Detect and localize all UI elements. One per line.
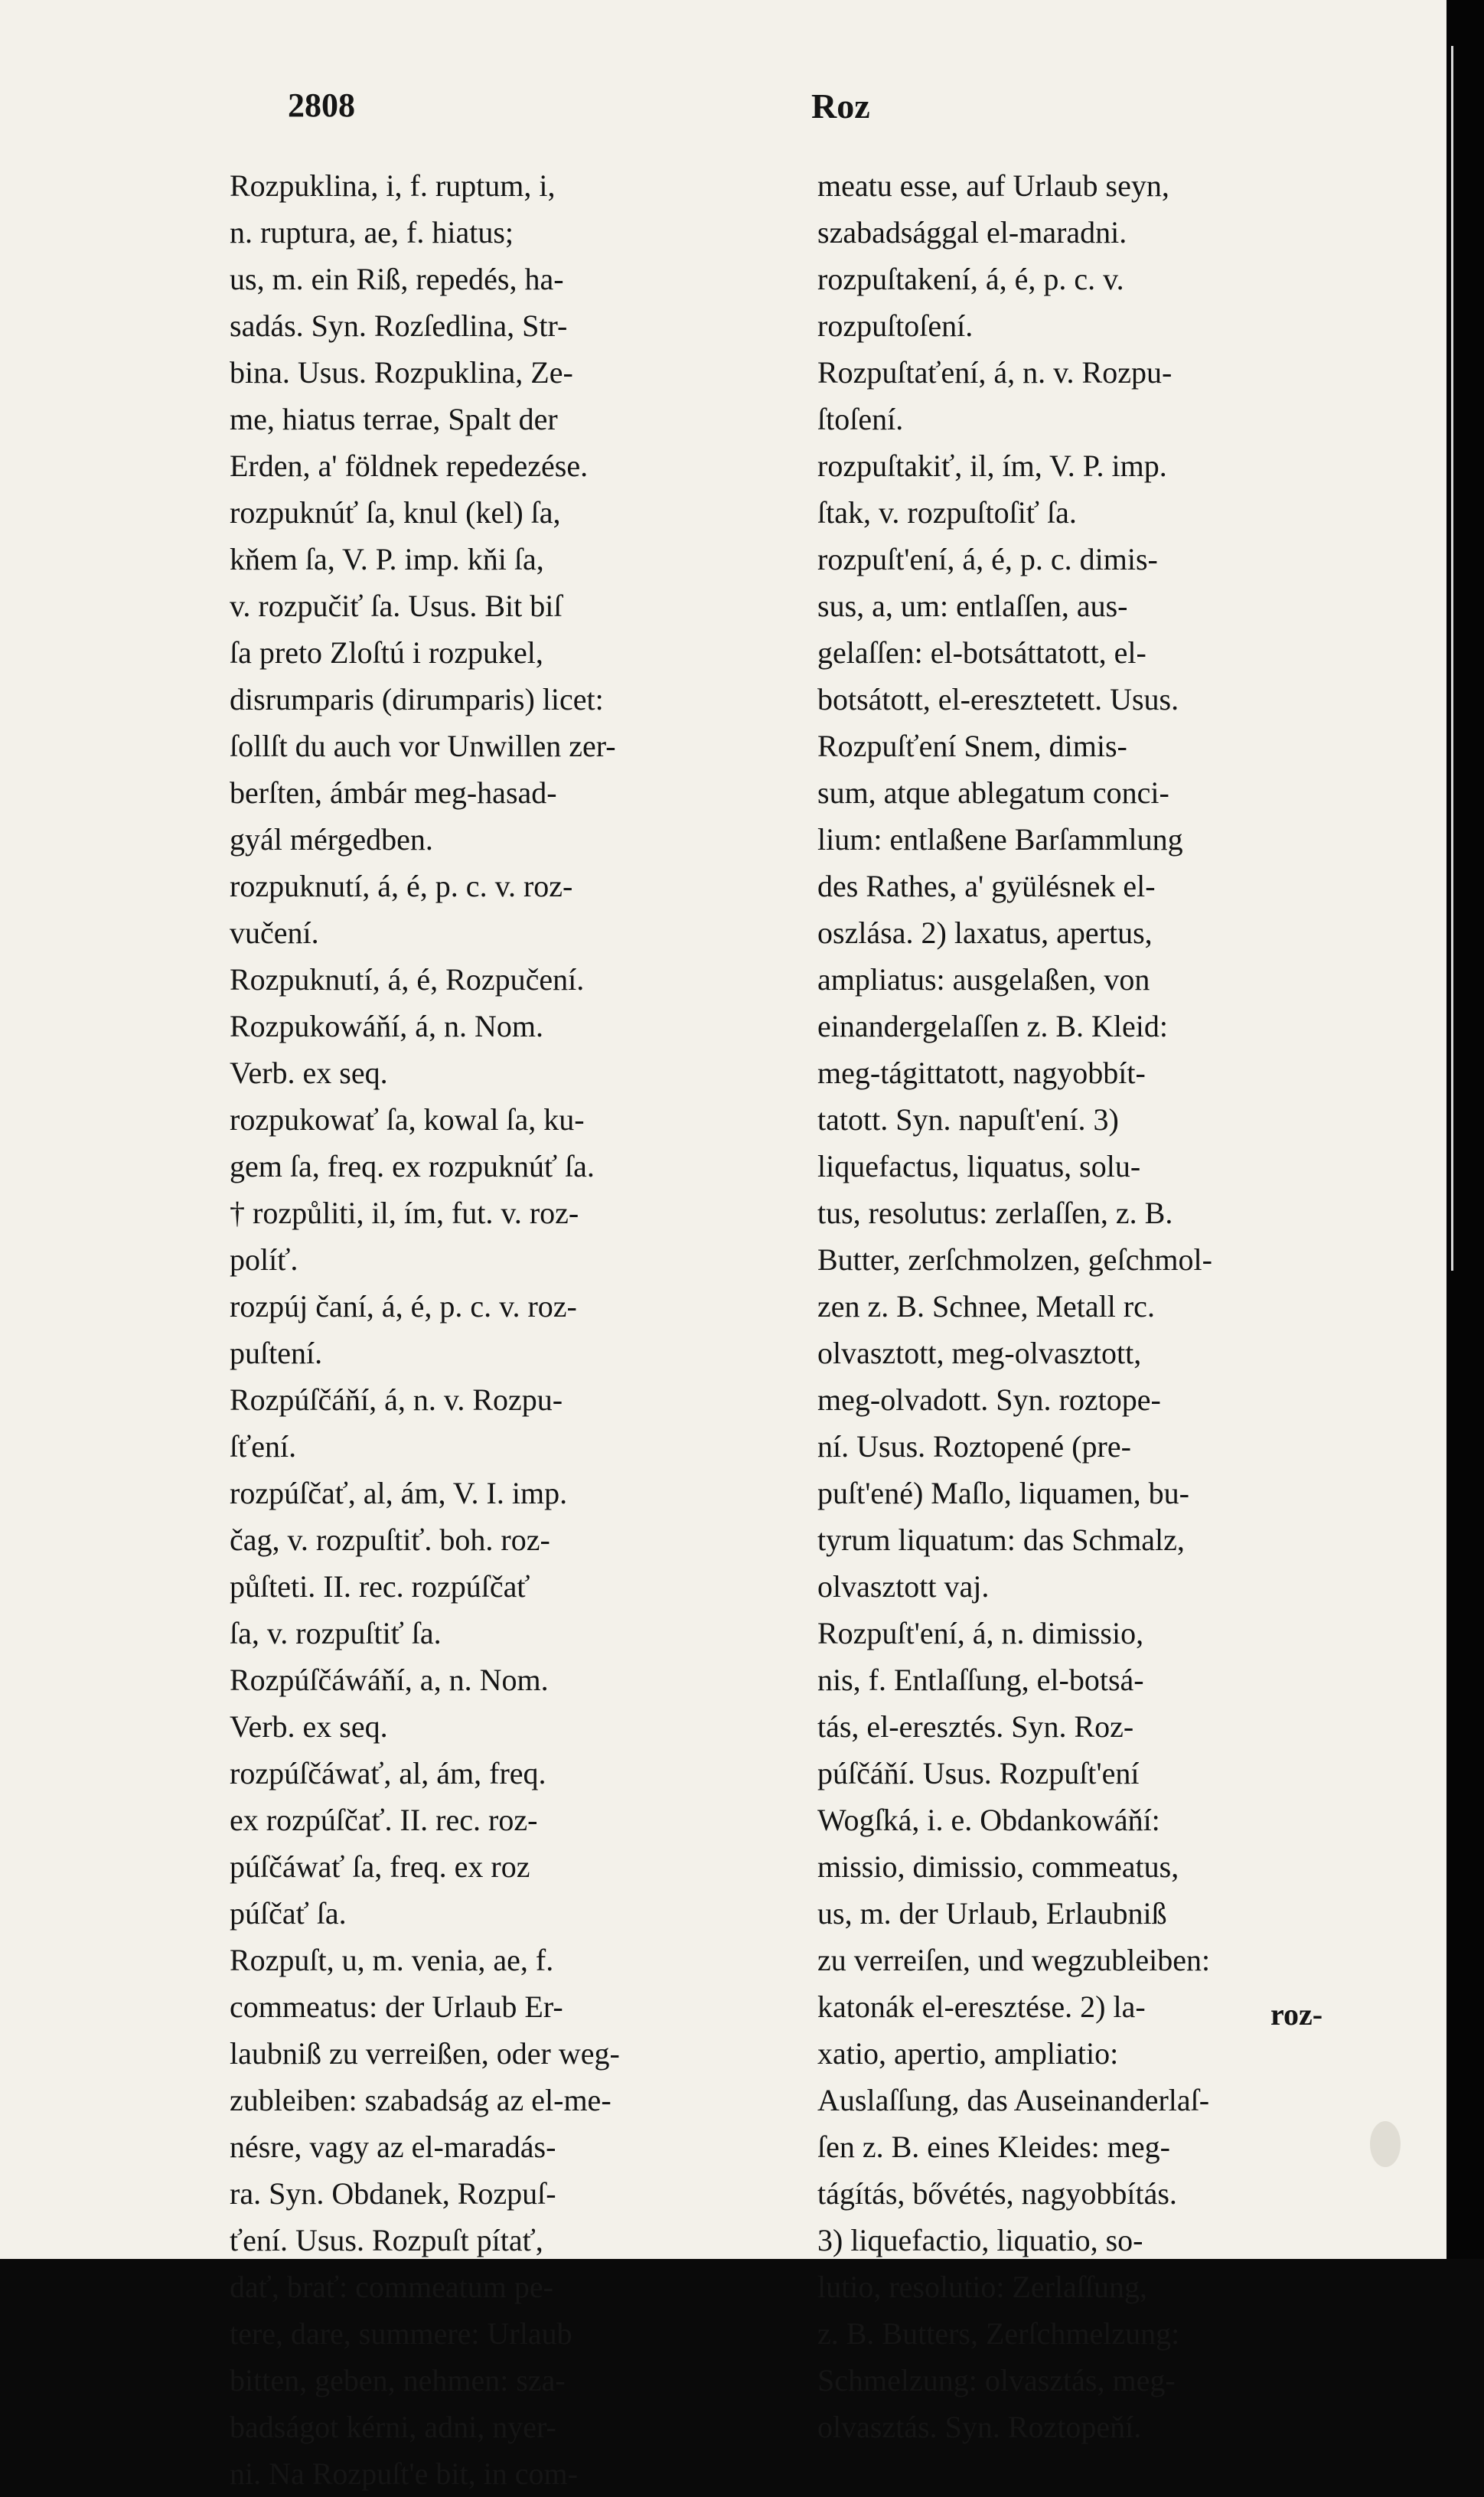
text-line: v. rozpučiť ſa. Usus. Bit biſ: [230, 589, 563, 623]
text-line: commeatus: der Urlaub Er-: [230, 1989, 563, 2024]
text-line: vučení.: [230, 916, 319, 950]
text-line: 3) liquefactio, liquatio, so-: [817, 2223, 1143, 2257]
text-line: olvasztott vaj.: [817, 1569, 990, 1604]
text-line: laubniß zu verreißen, oder weg-: [230, 2036, 620, 2071]
text-line: Rozpuſt, u, m. venia, ae, f.: [230, 1943, 554, 1977]
text-line: einandergelaſſen z. B. Kleid:: [817, 1009, 1168, 1043]
text-line: rozpukowať ſa, kowal ſa, ku-: [230, 1102, 585, 1137]
text-line: ſtoſení.: [817, 402, 904, 436]
text-line: kňem ſa, V. P. imp. kňi ſa,: [230, 542, 544, 576]
text-line: olvasztott, meg-olvasztott,: [817, 1336, 1142, 1370]
text-line: us, m. der Urlaub, Erlaubniß: [817, 1896, 1167, 1931]
text-line: Rozpúſčáwáňí, a, n. Nom.: [230, 1663, 549, 1697]
text-line: rozpúj čaní, á, é, p. c. v. roz-: [230, 1289, 577, 1324]
text-line: gyál mérgedben.: [230, 822, 433, 857]
text-line: políť.: [230, 1242, 298, 1277]
text-line: tás, el-eresztés. Syn. Roz-: [817, 1709, 1134, 1744]
text-line: sum, atque ablegatum conci-: [817, 775, 1169, 810]
text-line: tágítás, bővétés, nagyobbítás.: [817, 2176, 1177, 2211]
text-line: zu verreiſen, und wegzubleiben:: [817, 1943, 1211, 1977]
text-line: missio, dimissio, commeatus,: [817, 1849, 1179, 1884]
text-line: z. B. Butters, Zerſchmelzung:: [817, 2316, 1180, 2351]
text-line: xatio, apertio, ampliatio:: [817, 2036, 1119, 2071]
text-line: ampliatus: ausgelaßen, von: [817, 962, 1150, 997]
text-line: badságot kérni, adni, nyer-: [230, 2410, 556, 2444]
text-line: Rozpuſťení Snem, dimis-: [817, 729, 1127, 763]
text-line: zen z. B. Schnee, Metall rc.: [817, 1289, 1155, 1324]
text-line: me, hiatus terrae, Spalt der: [230, 402, 558, 436]
text-line: rozpuſtakiť, il, ím, V. P. imp.: [817, 449, 1167, 483]
text-line: rozpuſtakení, á, é, p. c. v.: [817, 262, 1124, 296]
text-line: Rozpuknutí, á, é, Rozpučení.: [230, 962, 585, 997]
text-line: tatott. Syn. napuſt'ení. 3): [817, 1102, 1119, 1137]
text-line: sus, a, um: entlaſſen, aus-: [817, 589, 1128, 623]
text-line: Verb. ex seq.: [230, 1709, 388, 1744]
text-line: Rozpuſt'ení, á, n. dimissio,: [817, 1616, 1144, 1650]
text-line: rozpúſčať, al, ám, V. I. imp.: [230, 1476, 568, 1510]
text-line: zubleiben: szabadság az el-me-: [230, 2083, 612, 2117]
page-number: 2808: [288, 86, 355, 124]
text-line: Rozpuklina, i, f. ruptum, i,: [230, 168, 556, 203]
text-line: ſa, v. rozpuſtiť ſa.: [230, 1616, 442, 1650]
text-line: † rozpůliti, il, ím, fut. v. roz-: [230, 1196, 579, 1230]
text-line: Auslaſſung, das Auseinanderlaſ-: [817, 2083, 1210, 2117]
running-head: Roz: [811, 86, 870, 126]
text-line: nésre, vagy az el-maradás-: [230, 2130, 556, 2164]
text-line: meg-tágittatott, nagyobbít-: [817, 1056, 1146, 1090]
text-line: ex rozpúſčať. II. rec. roz-: [230, 1803, 538, 1837]
text-line: ra. Syn. Obdanek, Rozpuſ-: [230, 2176, 556, 2211]
text-line: sadás. Syn. Rozſedlina, Str-: [230, 308, 568, 343]
text-line: půſteti. II. rec. rozpúſčať: [230, 1569, 530, 1604]
text-line: ní. Usus. Roztopené (pre-: [817, 1429, 1131, 1464]
text-line: disrumparis (dirumparis) licet:: [230, 682, 604, 716]
text-line: Wogſká, i. e. Obdankowáňí:: [817, 1803, 1160, 1837]
text-line: n. ruptura, ae, f. hiatus;: [230, 215, 514, 250]
right-column: [817, 162, 1399, 2450]
text-line: púſčáňí. Usus. Rozpuſt'ení: [817, 1756, 1140, 1790]
text-line: púſčáwať ſa, freq. ex roz: [230, 1849, 530, 1884]
scan-edge-bar: [1446, 0, 1484, 2259]
text-line: liquefactus, liquatus, solu-: [817, 1149, 1141, 1183]
text-line: katonák el-eresztése. 2) la-: [817, 1989, 1146, 2024]
text-line: rozpuknutí, á, é, p. c. v. roz-: [230, 869, 573, 903]
text-line: lutio, resolutio: Zerlaſſung,: [817, 2270, 1148, 2304]
text-line: Verb. ex seq.: [230, 1056, 388, 1090]
left-column: [230, 162, 819, 2497]
text-line: bina. Usus. Rozpuklina, Ze-: [230, 355, 573, 390]
text-line: čag, v. rozpuſtiť. boh. roz-: [230, 1523, 550, 1557]
text-line: púſčať ſa.: [230, 1896, 347, 1931]
text-line: Rozpuſtaťení, á, n. v. Rozpu-: [817, 355, 1173, 390]
text-line: Butter, zerſchmolzen, geſchmol-: [817, 1242, 1212, 1277]
text-line: lium: entlaßene Barſammlung: [817, 822, 1183, 857]
text-line: ťení. Usus. Rozpuſt pítať,: [230, 2223, 543, 2257]
text-line: Rozpukowáňí, á, n. Nom.: [230, 1009, 543, 1043]
text-line: tere, dare, summere: Urlaub: [230, 2316, 572, 2351]
text-line: des Rathes, a' gyülésnek el-: [817, 869, 1156, 903]
text-line: meg-olvadott. Syn. roztope-: [817, 1382, 1161, 1417]
text-line: nis, f. Entlaſſung, el-botsá-: [817, 1663, 1144, 1697]
text-line: berſten, ámbár meg-hasad-: [230, 775, 557, 810]
text-line: ni. Na Rozpuſt'e bit, in com-: [230, 2456, 578, 2491]
text-line: gem ſa, freq. ex rozpuknúť ſa.: [230, 1149, 595, 1183]
text-line: Rozpúſčáňí, á, n. v. Rozpu-: [230, 1382, 563, 1417]
text-line: rozpuſtoſení.: [817, 308, 974, 343]
text-line: olvasztás. Syn. Roztopeňí.: [817, 2410, 1142, 2444]
text-line: tus, resolutus: zerlaſſen, z. B.: [817, 1196, 1173, 1230]
text-line: ſa preto Zloſtú i rozpukel,: [230, 635, 543, 670]
text-line: puſt'ené) Maſlo, liquamen, bu-: [817, 1476, 1189, 1510]
text-line: rozpuknúť ſa, knul (kel) ſa,: [230, 495, 561, 530]
text-line: ſollſt du auch vor Unwillen zer-: [230, 729, 616, 763]
text-line: us, m. ein Riß, repedés, ha-: [230, 262, 564, 296]
text-line: Schmelzung: olvasztás, meg-: [817, 2363, 1176, 2397]
text-line: puſtení.: [230, 1336, 323, 1370]
text-line: rozpuſt'ení, á, é, p. c. dimis-: [817, 542, 1158, 576]
text-line: rozpúſčáwať, al, ám, freq.: [230, 1756, 546, 1790]
text-line: botsátott, el-eresztetett. Usus.: [817, 682, 1179, 716]
text-line: Erden, a' földnek repedezése.: [230, 449, 589, 483]
paper-stain: [1370, 2121, 1401, 2167]
text-line: tyrum liquatum: das Schmalz,: [817, 1523, 1185, 1557]
catchword: roz-: [1270, 1997, 1323, 2032]
text-line: ſen z. B. eines Kleides: meg-: [817, 2130, 1170, 2164]
text-line: meatu esse, auf Urlaub seyn,: [817, 168, 1169, 203]
text-line: bitten, geben, nehmen: sza-: [230, 2363, 566, 2397]
text-line: dať, brať: commeatum pe-: [230, 2270, 553, 2304]
text-line: gelaſſen: el-botsáttatott, el-: [817, 635, 1146, 670]
text-line: oszlása. 2) laxatus, apertus,: [817, 916, 1153, 950]
text-line: szabadsággal el-maradni.: [817, 215, 1127, 250]
text-line: ſťení.: [230, 1429, 297, 1464]
text-line: ſtak, v. rozpuſtoſiť ſa.: [817, 495, 1077, 530]
